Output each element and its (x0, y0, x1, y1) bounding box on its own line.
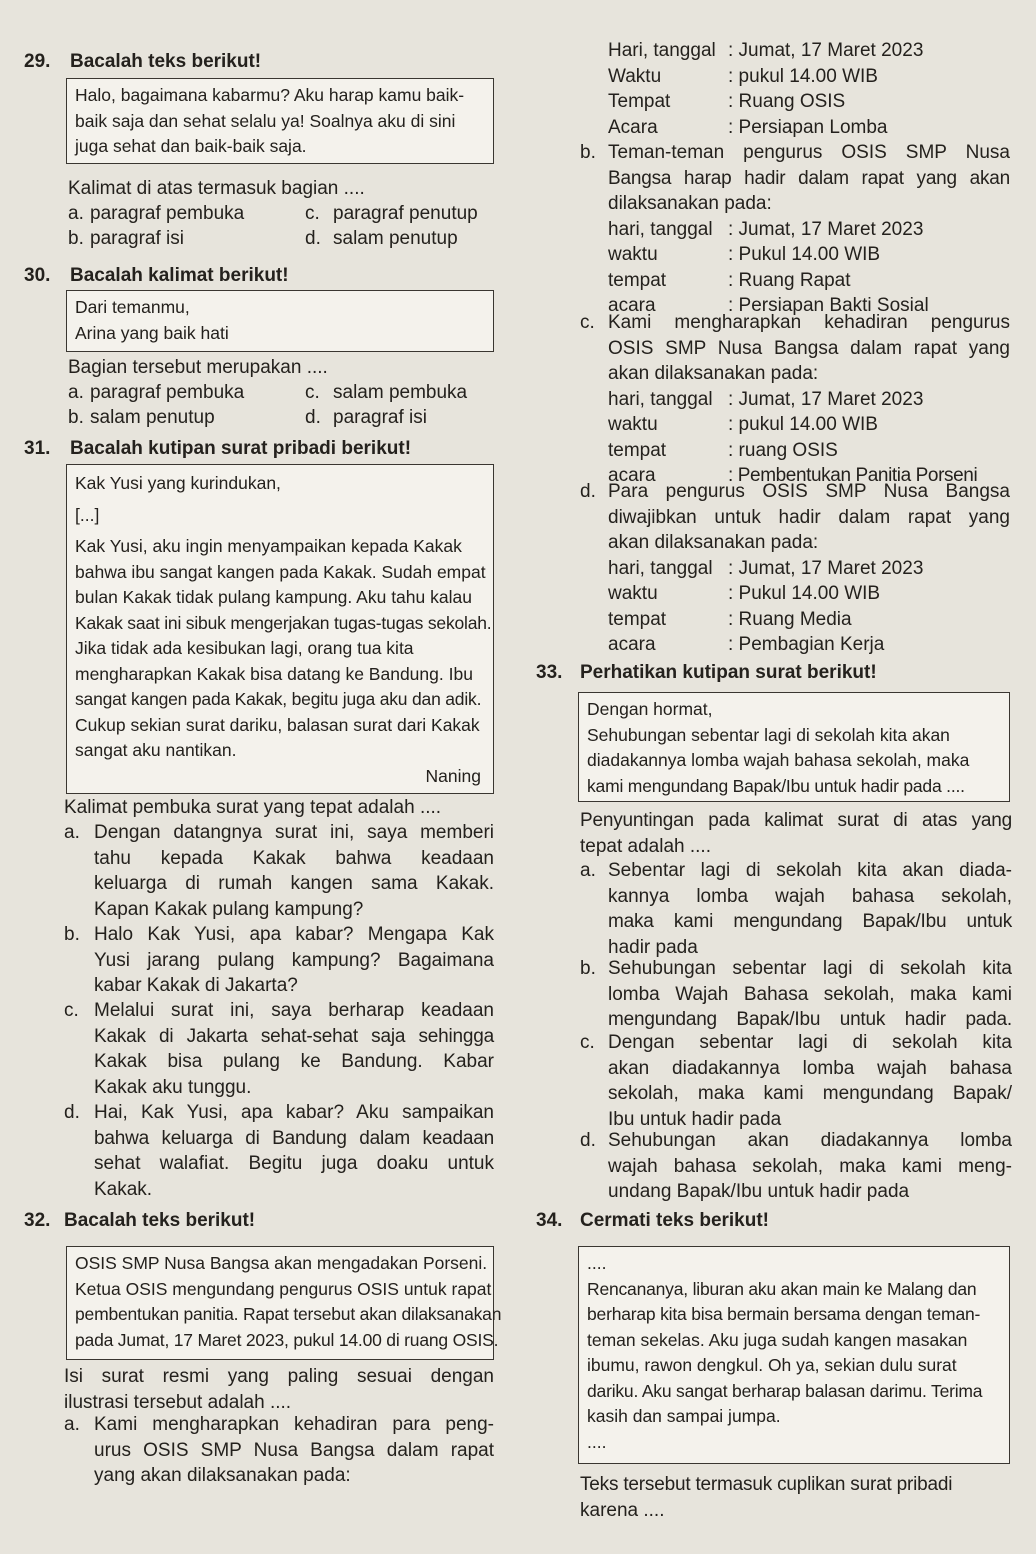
q34-prompt: Cermati teks berikut! (580, 1210, 770, 1231)
box-line: juga sehat dan baik-baik saja. (75, 136, 307, 156)
box-line: Cukup sekian surat dariku, balasan surat dari Kakak (75, 714, 480, 735)
q29-question: Kalimat di atas termasuk bagian .... (68, 178, 365, 199)
q34-letter-box (578, 1246, 1010, 1464)
q29-number: 29. (24, 51, 51, 72)
q32-option-b[interactable]: b. Teman-teman pengurus OSIS SMP Nusa Bangsa harap hadir dalam rapat yang akan dilaksanakan pada: hari, tanggal : Jumat, 17 Maret 2023 waktu : Pukul 14.00 WIB tempat : Ruang Rapat acara : Persiapan Bakti Sosial (580, 142, 1010, 316)
q31-prompt: Bacalah kutipan surat pribadi berikut! (70, 438, 412, 459)
box-line: ibumu, rawon dengkul. Oh ya, sekian dulu surat (587, 1355, 957, 1375)
box-line: teman sekelas. Aku juga sudah kangen masakan (587, 1329, 968, 1350)
box-line: Kakak saat ini sibuk mengerjakan tugas-tugas sekolah. (75, 612, 492, 633)
q33-option-a[interactable]: a. Sebentar lagi di sekolah kita akan diada- kannya lomba wajah bahasa sekolah, maka kami mengundang Bapak/Ibu untuk hadir pada (580, 860, 1012, 958)
q33-option-c[interactable]: c. Dengan sebentar lagi di sekolah kita akan diadakannya lomba wajah bahasa sekolah, maka kami mengundang Bapak/ Ibu untuk hadir pada (580, 1032, 1012, 1130)
q30-prompt: Bacalah kalimat berikut! (70, 265, 289, 286)
q33-prompt: Perhatikan kutipan surat berikut! (580, 662, 877, 683)
q32-question: Isi surat resmi yang paling sesuai dengan ilustrasi tersebut adalah .... (64, 1366, 494, 1413)
box-line: Dari temanmu, (75, 297, 190, 317)
box-line: OSIS SMP Nusa Bangsa akan mengadakan Porseni. (75, 1253, 488, 1273)
box-line: bulan Kakak tidak pulang kampung. Aku tahu kalau (75, 587, 472, 607)
q33-letter-box (578, 692, 1010, 802)
box-line: pada Jumat, 17 Maret 2023, pukul 14.00 di ruang OSIS. (75, 1329, 499, 1350)
q31-option-c[interactable]: c. Melalui surat ini, saya berharap keadaan Kakak di Jakarta sehat-sehat saja sehingga Kakak bisa pulang ke Bandung. Kabar Kakak aku tunggu. (64, 1000, 494, 1098)
box-line: Halo, bagaimana kabarmu? Aku harap kamu baik- (75, 85, 465, 105)
box-line: sangat aku nantikan. (75, 740, 237, 760)
q30-number: 30. (24, 265, 51, 286)
box-line: Sehubungan sebentar lagi di sekolah kita akan (587, 724, 950, 745)
q31-number: 31. (24, 438, 51, 459)
box-line: Kak Yusi yang kurindukan, (75, 473, 281, 493)
box-line: dariku. Aku sangat berharap balasan darimu. Terima (587, 1380, 983, 1401)
q33-option-d[interactable]: d. Sehubungan akan diadakannya lomba wajah bahasa sekolah, maka kami meng- undang Bapak/Ibu untuk hadir pada (580, 1130, 1012, 1202)
q33-option-b[interactable]: b. Sehubungan sebentar lagi di sekolah kita lomba Wajah Bahasa sekolah, maka kami mengundang Bapak/Ibu untuk hadir pada. (580, 958, 1012, 1030)
signature: Naning (425, 765, 481, 786)
q31-letter-box (66, 464, 494, 794)
box-line: .... (587, 1253, 607, 1273)
box-line: Rencananya, liburan aku akan main ke Malang dan (587, 1278, 977, 1299)
q31-option-a[interactable]: a. Dengan datangnya surat ini, saya memberi tahu kepada Kakak bahwa keadaan keluarga di rumah kangen sama Kakak. Kapan Kakak pulang kampung? (64, 822, 494, 920)
q31-option-d[interactable]: d. Hai, Kak Yusi, apa kabar? Aku sampaikan bahwa keluarga di Bandung dalam keadaan sehat walafiat. Begitu juga doaku untuk Kakak. (64, 1102, 494, 1200)
q31-question: Kalimat pembuka surat yang tepat adalah .... (64, 797, 442, 818)
q32-number: 32. (24, 1210, 51, 1231)
box-line: Ketua OSIS mengundang pengurus OSIS untuk rapat (75, 1278, 492, 1299)
q29-prompt: Bacalah teks berikut! (70, 51, 262, 72)
q33-number: 33. (536, 662, 563, 683)
box-line: .... (587, 1431, 607, 1452)
box-line: kami mengundang Bapak/Ibu untuk hadir pada .... (587, 775, 965, 796)
box-line: Dengan hormat, (587, 699, 713, 719)
q32-text-box (66, 1246, 502, 1360)
box-line: sangat kangen pada Kakak, begitu juga aku dan adik. (75, 689, 482, 709)
box-line: diadakannya lomba wajah bahasa sekolah, maka (587, 750, 970, 770)
q32-option-a[interactable]: a. Kami mengharapkan kehadiran para peng- urus OSIS SMP Nusa Bangsa dalam rapat yang akan dilaksanakan pada: (64, 1414, 494, 1486)
q30-question: Bagian tersebut merupakan .... (68, 357, 328, 378)
q32-option-a-details: Hari, tanggal : Jumat, 17 Maret 2023 Waktu : pukul 14.00 WIB Tempat : Ruang OSIS Acara : Persiapan Lomba (608, 40, 924, 138)
box-line: berharap kita bisa bermain bersama dengan teman- (587, 1304, 981, 1324)
box-line: mengharapkan Kakak bisa datang ke Bandung. Ibu (75, 663, 473, 684)
box-line: [...] (75, 504, 100, 525)
box-line: baik saja dan sehat selalu ya! Soalnya aku di sini (75, 110, 456, 131)
box-line: Kak Yusi, aku ingin menyampaikan kepada Kakak (75, 536, 462, 556)
q34-number: 34. (536, 1210, 563, 1231)
box-line: bahwa ibu sangat kangen pada Kakak. Sudah empat (75, 561, 486, 582)
q32-option-c[interactable]: c. Kami mengharapkan kehadiran pengurus OSIS SMP Nusa Bangsa dalam rapat yang akan dilaksanakan pada: hari, tanggal : Jumat, 17 Maret 2023 waktu : pukul 14.00 WIB tempat : ruang OSIS acara : Pembentukan Panitia Porseni (580, 312, 1010, 486)
q32-prompt: Bacalah teks berikut! (64, 1210, 256, 1231)
box-line: Arina yang baik hati (75, 322, 229, 343)
box-line: Jika tidak ada kesibukan lagi, orang tua kita (75, 638, 414, 658)
q29-text-box (66, 78, 494, 164)
q32-option-d[interactable]: d. Para pengurus OSIS SMP Nusa Bangsa diwajibkan untuk hadir dalam rapat yang akan dilaksanakan pada: hari, tanggal : Jumat, 17 Maret 2023 waktu : Pukul 14.00 WIB tempat : Ruang Media acara : Pembagian Kerja (580, 481, 1010, 655)
q33-question: Penyuntingan pada kalimat surat di atas yang tepat adalah .... (580, 810, 1012, 857)
box-line: kasih dan sampai jumpa. (587, 1406, 781, 1426)
q30-text-box (66, 290, 494, 352)
box-line: pembentukan panitia. Rapat tersebut akan dilaksanakan (75, 1304, 502, 1324)
q31-option-b[interactable]: b. Halo Kak Yusi, apa kabar? Mengapa Kak Yusi jarang pulang kampung? Bagaimana kabar Kakak di Jakarta? (64, 924, 494, 996)
q34-question: Teks tersebut termasuk cuplikan surat pribadi karena .... (580, 1474, 953, 1521)
